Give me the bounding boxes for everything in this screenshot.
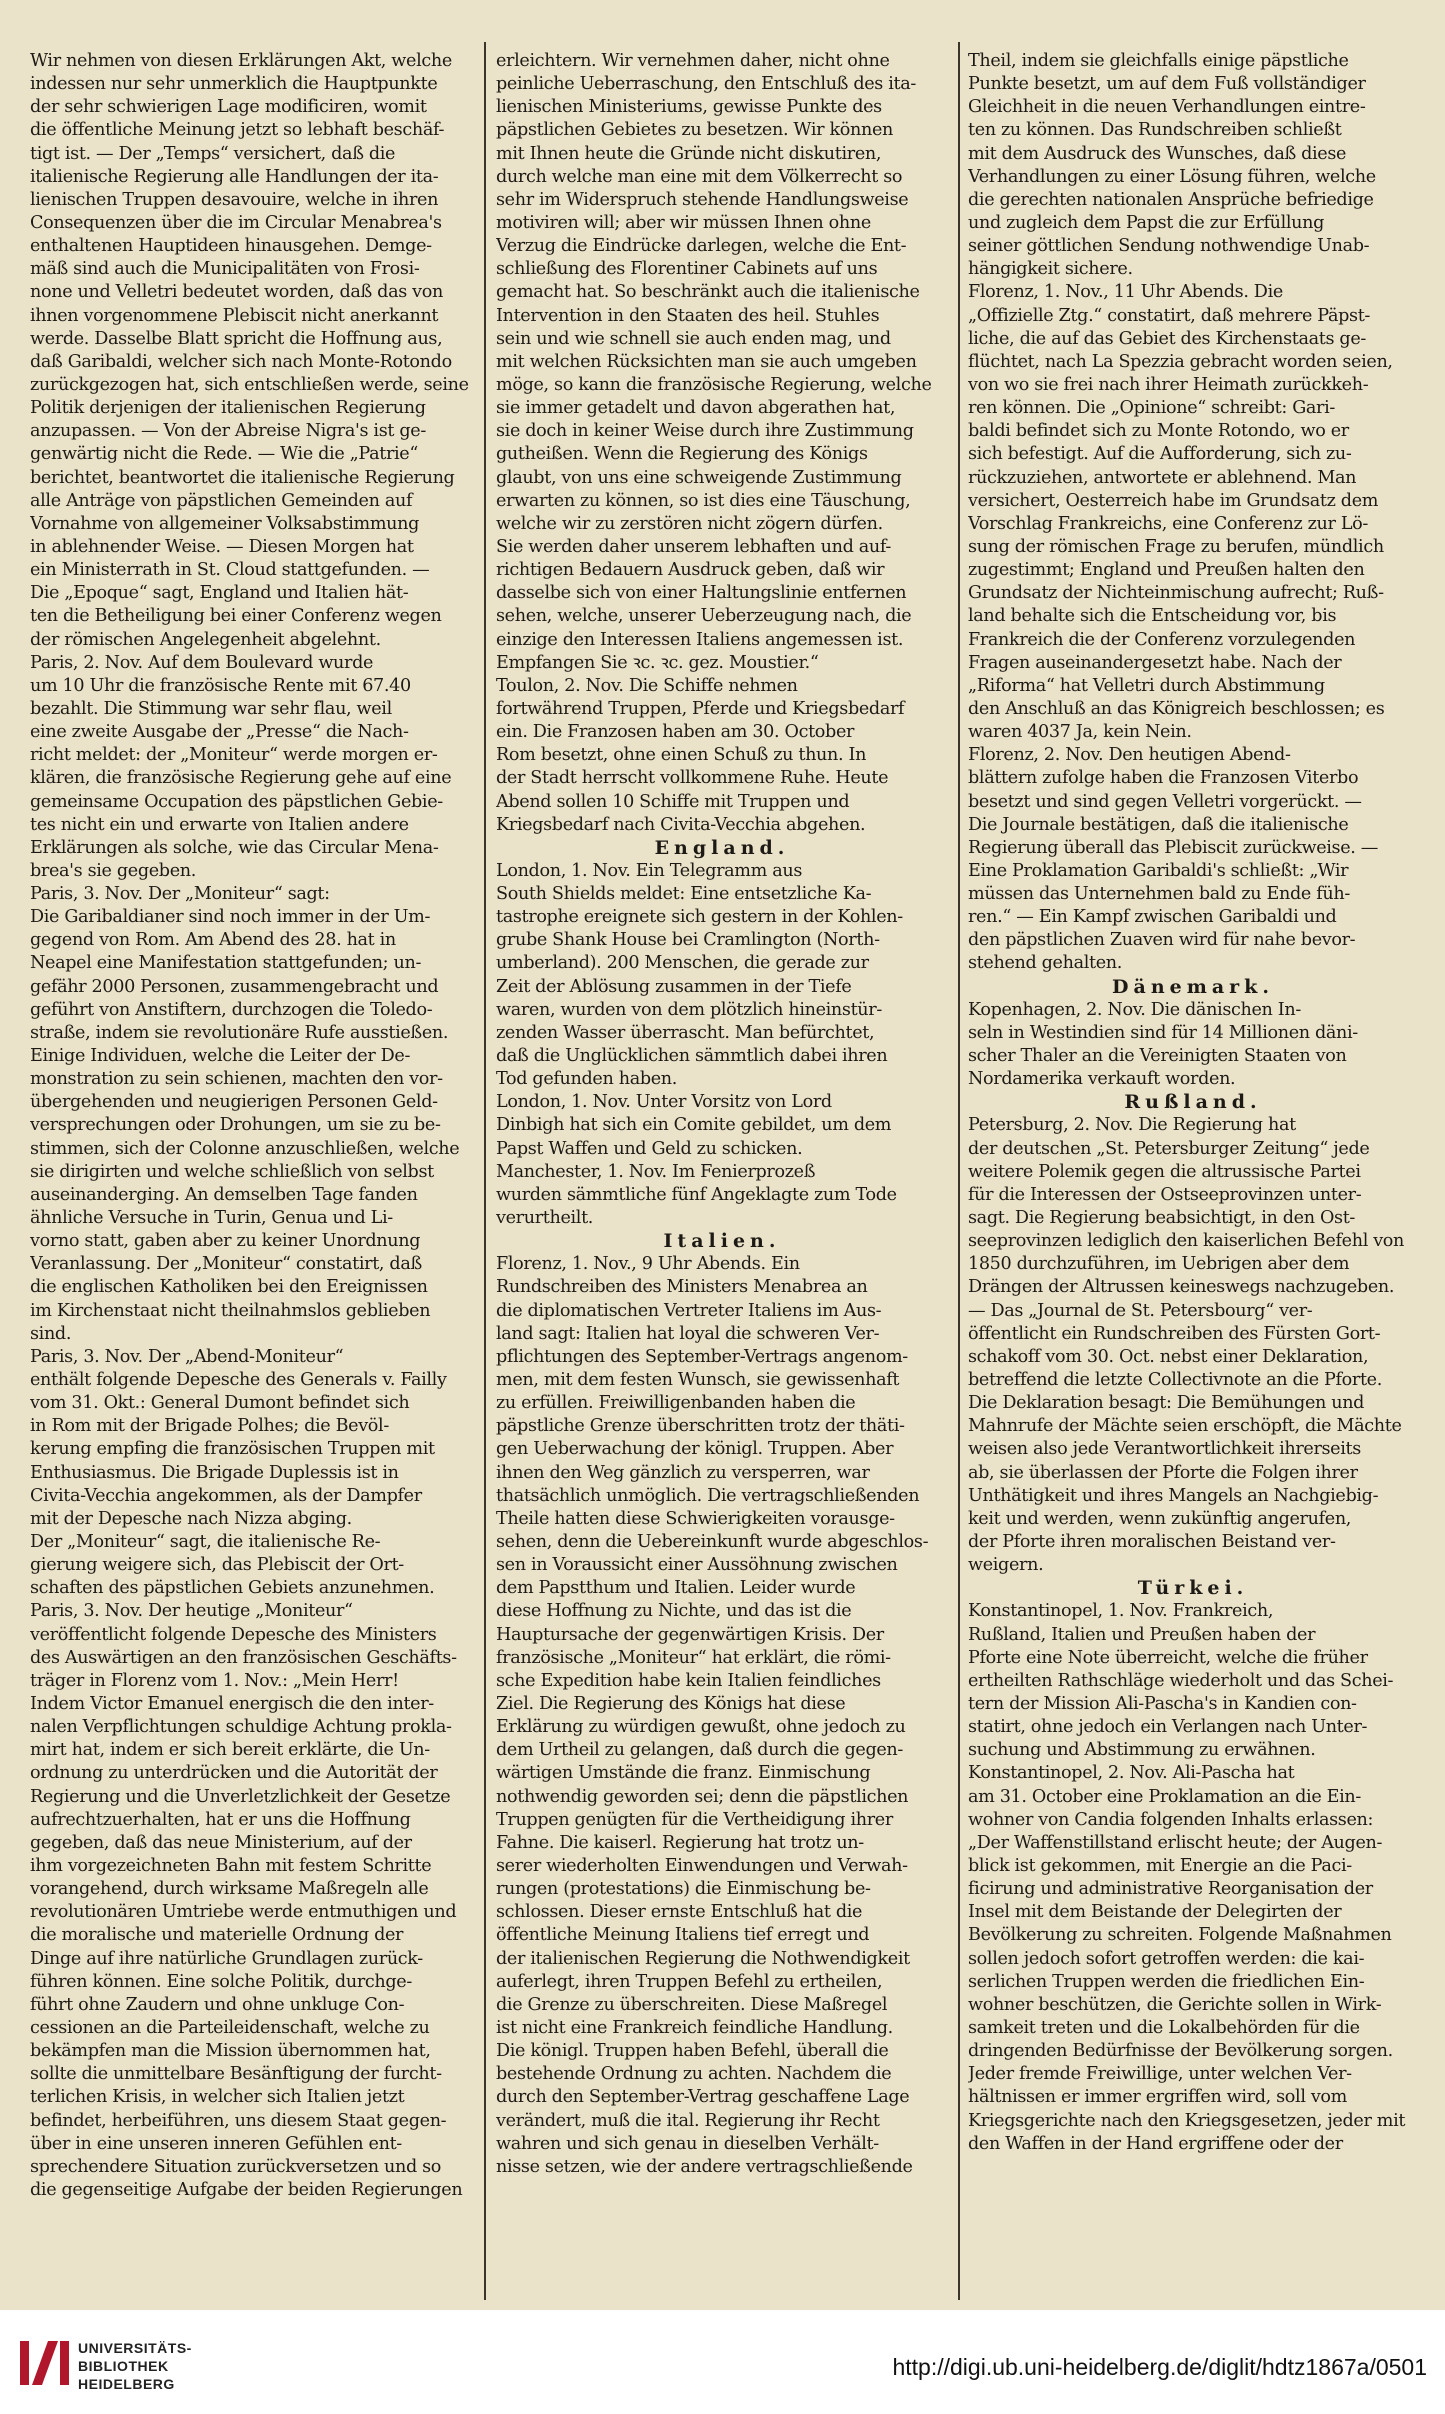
text-line: Petersburg, 2. Nov. Die Regierung hat <box>968 1115 1296 1136</box>
column-middle <box>496 50 948 2295</box>
text-line: Fragen auseinandergesetzt habe. Nach der <box>968 652 1342 673</box>
text-line: müssen das Unternehmen bald zu Ende füh- <box>968 884 1350 905</box>
text-line: sche Expedition habe kein Italien feindliches <box>496 1670 881 1691</box>
text-line: Paris, 3. Nov. Der „Moniteur“ sagt: <box>30 884 330 905</box>
text-line: ertheilten Rathschläge wiederholt und das Schei- <box>968 1670 1394 1691</box>
text-line: Theil, indem sie gleichfalls einige päpstliche <box>968 51 1349 71</box>
text-line: der römischen Angelegenheit abgelehnt. <box>30 629 381 650</box>
text-line: waren 4037 Ja, kein Nein. <box>968 722 1192 743</box>
text-line: Regierung und die Unverletzlichkeit der Gesetze <box>30 1786 451 1807</box>
text-line: flüchtet, nach La Spezzia gebracht worden seien, <box>968 351 1393 372</box>
column-right <box>968 50 1418 2295</box>
text-line: suchung und Abstimmung zu erwähnen. <box>968 1740 1316 1761</box>
text-line: Consequenzen über die im Circular Menabrea's <box>30 212 442 233</box>
text-line: Unthätigkeit und ihres Mangels an Nachgiebig- <box>968 1485 1379 1506</box>
text-line: alle Anträge von päpstlichen Gemeinden auf <box>30 490 413 511</box>
text-line: Florenz, 2. Nov. Den heutigen Abend- <box>968 745 1291 766</box>
text-line: Rundschreiben des Ministers Menabrea an <box>496 1277 868 1298</box>
text-line: sagt. Die Regierung beabsichtigt, in den Ost- <box>968 1208 1356 1229</box>
text-line: Die Garibaldianer sind noch immer in der Um- <box>30 907 431 928</box>
text-line: Die königl. Truppen haben Befehl, überall die <box>496 2041 889 2062</box>
text-line: versprechungen oder Drohungen, um sie zu be- <box>30 1115 441 1136</box>
text-line: peinliche Ueberraschung, den Entschluß des ita- <box>496 74 916 95</box>
text-line: öffentliche Meinung Italiens tief erregt und <box>496 1925 870 1946</box>
section-heading: Rußland. <box>1124 1091 1262 1114</box>
text-line: lienischen Ministeriums, gewisse Punkte des <box>496 97 882 118</box>
text-line: Intervention in den Staaten des heil. Stuhles <box>496 305 880 326</box>
text-line: Die Deklaration besagt: Die Bemühungen und <box>968 1393 1365 1414</box>
text-line: Civita-Vecchia angekommen, als der Dampfer <box>30 1485 422 1506</box>
text-line: den päpstlichen Zuaven wird für nahe bevor- <box>968 930 1356 951</box>
text-line: Erklärungen als solche, wie das Circular Mena- <box>30 837 439 858</box>
column-rule <box>484 42 486 2300</box>
section-heading: Dänemark. <box>1112 975 1274 998</box>
text-line: straße, indem sie revolutionäre Rufe ausstießen. <box>30 1022 449 1043</box>
text-line: Punkte besetzt, um auf dem Fuß vollständiger <box>968 74 1366 95</box>
text-line: Indem Victor Emanuel energisch die den inter- <box>30 1693 434 1714</box>
text-line: rückzuziehen, antwortete er ablehnend. Man <box>968 467 1357 488</box>
text-line: Mahnrufe der Mächte seien erschöpft, die Mächte <box>968 1416 1402 1437</box>
text-line: nisse setzen, wie der andere vertragschließende <box>496 2156 913 2177</box>
text-line: gegend von Rom. Am Abend des 28. hat in <box>30 930 396 951</box>
text-line: bestehende Ordnung zu achten. Nachdem die <box>496 2064 892 2085</box>
text-line: verändert, muß die ital. Regierung ihr Recht <box>496 2110 880 2131</box>
text-line: pflichtungen des September-Vertrags angenom- <box>496 1346 908 1367</box>
text-line: Der „Moniteur“ sagt, die italienische Re- <box>30 1532 381 1552</box>
text-line: die diplomatischen Vertreter Italiens im Aus- <box>496 1300 882 1321</box>
text-line: Die „Epoque“ sagt, England und Italien hät- <box>30 583 409 604</box>
text-line: „Der Waffenstillstand erlischt heute; der Augen- <box>968 1832 1383 1853</box>
text-line: Enthusiasmus. Die Brigade Duplessis ist in <box>30 1462 399 1483</box>
text-line: die englischen Katholiken bei den Ereignissen <box>30 1277 428 1298</box>
text-line: revolutionären Umtriebe werde entmuthigen und <box>30 1902 457 1923</box>
text-line: dringenden Bedürfnisse der Bevölkerung sorgen. <box>968 2041 1393 2062</box>
text-line: serer wiederholten Einwendungen und Verwah- <box>496 1855 908 1876</box>
text-line: in ablehnender Weise. — Diesen Morgen hat <box>30 536 414 557</box>
text-line: baldi befindet sich zu Monte Rotondo, wo er <box>968 421 1349 442</box>
text-line: tigt ist. — Der „Temps“ versichert, daß die <box>30 143 396 164</box>
text-line: erwarten zu können, so ist dies eine Täuschung, <box>496 490 911 511</box>
text-line: möge, so kann die französische Regierung, welche <box>496 374 932 395</box>
text-line: Bevölkerung zu schreiten. Folgende Maßnahmen <box>968 1925 1392 1946</box>
text-line: Kriegsbedarf nach Civita-Vecchia abgehen. <box>496 814 866 835</box>
text-line: um 10 Uhr die französische Rente mit 67.40 <box>30 675 411 696</box>
text-line: ab, sie überlassen der Pforte die Folgen ihrer <box>968 1462 1358 1483</box>
text-line: sehr im Widerspruch stehende Handlungsweise <box>496 189 909 210</box>
text-line: Tod gefunden haben. <box>496 1069 678 1090</box>
text-line: Empfangen Sie ꝛc. ꝛc. gez. Moustier.“ <box>496 652 819 673</box>
text-line: Eine Proklamation Garibaldi's schließt: „Wir <box>968 860 1349 881</box>
text-line: sen in Voraussicht einer Aussöhnung zwischen <box>496 1555 898 1576</box>
text-line: Konstantinopel, 1. Nov. Frankreich, <box>968 1601 1274 1622</box>
text-line: Florenz, 1. Nov., 9 Uhr Abends. Ein <box>496 1254 800 1275</box>
text-line: motiviren will; aber wir müssen Ihnen ohne <box>496 212 871 233</box>
text-line: über in eine unseren inneren Gefühlen ent- <box>30 2133 402 2154</box>
text-line: daß die Unglücklichen sämmtlich dabei ihren <box>496 1046 888 1067</box>
text-line: der deutschen „St. Petersburger Zeitung“ jede <box>968 1138 1370 1159</box>
text-line: ordnung zu unterdrücken und die Autorität der <box>30 1763 438 1784</box>
text-line: Konstantinopel, 2. Nov. Ali-Pascha hat <box>968 1763 1295 1784</box>
text-line: sehen, welche, unserer Ueberzeugung nach, die <box>496 606 912 627</box>
text-line: Papst Waffen und Geld zu schicken. <box>496 1138 803 1159</box>
text-line: ein Ministerrath in St. Cloud stattgefunden. — <box>30 560 430 581</box>
text-line: tes nicht ein und erwarte von Italien andere <box>30 814 409 835</box>
text-line: weitere Polemik gegen die altrussische Partei <box>968 1161 1361 1182</box>
text-line: „Riforma“ hat Velletri durch Abstimmung <box>968 675 1325 696</box>
text-line: die öffentliche Meinung jetzt so lebhaft beschäf- <box>30 120 445 141</box>
text-line: der sehr schwierigen Lage modificiren, womit <box>30 97 427 118</box>
text-line: richt meldet: der „Moniteur“ werde morgen er- <box>30 745 438 766</box>
text-line: terlichen Krisis, in welcher sich Italien jetzt <box>30 2087 405 2108</box>
text-line: Truppen genügten für die Vertheidigung ihrer <box>496 1809 893 1830</box>
text-line: der Stadt herrscht vollkommene Ruhe. Heute <box>496 768 889 789</box>
text-line: Hauptursache der gegenwärtigen Krisis. Der <box>496 1624 884 1645</box>
text-line: die gerechten nationalen Ansprüche befriedige <box>968 189 1374 210</box>
text-line: gemacht hat. So beschränkt auch die italienische <box>496 282 920 303</box>
text-line: „Offizielle Ztg.“ constatirt, daß mehrere Päpst- <box>968 305 1371 326</box>
text-line: vorangehend, durch wirksame Maßregeln alle <box>30 1879 429 1900</box>
text-line: welche wir zu zerstören nicht zögern dürfen. <box>496 513 883 534</box>
text-line: mit dem Ausdruck des Wunsches, daß diese <box>968 143 1347 164</box>
text-line: gutheißen. Wenn die Regierung des Königs <box>496 444 868 465</box>
text-line: wahren und sich genau in dieselben Verhält- <box>496 2133 879 2154</box>
text-line: gen Ueberwachung der königl. Truppen. Aber <box>496 1439 894 1460</box>
text-line: cessionen an die Parteileidenschaft, welche zu <box>30 2017 430 2038</box>
text-line: daß Garibaldi, welcher sich nach Monte-Rotondo <box>30 351 452 372</box>
text-line: dem Urtheil zu gelangen, daß durch die gegen- <box>496 1740 903 1761</box>
text-line: sein und wie schnell sie auch enden mag, und <box>496 328 891 349</box>
text-line: der Pforte ihren moralischen Beistand ver- <box>968 1532 1336 1552</box>
text-line: seeprovinzen lediglich den kaiserlichen Befehl von <box>968 1231 1405 1252</box>
text-line: sich befestigt. Auf die Aufforderung, sich zu- <box>968 444 1352 465</box>
text-line: Veranlassung. Der „Moniteur“ constatirt, daß <box>30 1254 422 1275</box>
text-line: Wir nehmen von diesen Erklärungen Akt, welche <box>30 51 452 71</box>
text-line: werde. Dasselbe Blatt spricht die Hoffnung aus, <box>30 328 443 349</box>
text-line: ten zu können. Das Rundschreiben schließt <box>968 120 1342 141</box>
text-line: ren.“ — Ein Kampf zwischen Garibaldi und <box>968 907 1337 928</box>
source-url-link[interactable]: http://digi.ub.uni-heidelberg.de/diglit/hdtz1867a/0501 <box>892 2354 1427 2380</box>
text-line: betreffend die letzte Collectivnote an die Pforte. <box>968 1370 1382 1391</box>
text-line: Manchester, 1. Nov. Im Fenierprozeß <box>496 1161 816 1182</box>
text-line: mit der Depesche nach Nizza abging. <box>30 1508 352 1529</box>
text-line: Vornahme von allgemeiner Volksabstimmung <box>30 513 420 534</box>
text-line: zu erfüllen. Freiwilligenbanden haben die <box>496 1393 856 1414</box>
text-line: vom 31. Okt.: General Dumont befindet sich <box>30 1393 410 1414</box>
text-line: stehend gehalten. <box>968 953 1123 974</box>
text-line: grube Shank House bei Cramlington (North- <box>496 930 880 951</box>
text-line: im Kirchenstaat nicht theilnahmslos geblieben <box>30 1300 431 1321</box>
text-line: enthält folgende Depesche des Generals v. Failly <box>30 1370 447 1391</box>
text-line: London, 1. Nov. Ein Telegramm aus <box>496 860 803 881</box>
text-line: gefähr 2000 Personen, zusammengebracht und <box>30 976 439 997</box>
text-line: land sagt: Italien hat loyal die schweren Ver- <box>496 1323 880 1344</box>
text-line: eine zweite Ausgabe der „Presse“ die Nach- <box>30 722 409 743</box>
text-line: Einige Individuen, welche die Leiter der De- <box>30 1046 411 1067</box>
text-line: brea's sie gegeben. <box>30 860 196 881</box>
text-line: South Shields meldet: Eine entsetzliche Ka- <box>496 884 872 905</box>
text-line: zurückgezogen hat, sich entschließen werde, seine <box>30 374 469 395</box>
text-line: ihnen vorgenommene Plebiscit nicht anerkannt <box>30 305 439 326</box>
logo-text-line-3: HEIDELBERG <box>78 2376 175 2392</box>
text-line: tastrophe ereignete sich gestern in der Kohlen- <box>496 907 903 928</box>
text-line: des Auswärtigen an den französischen Geschäfts- <box>30 1647 457 1668</box>
text-line: sie immer getadelt und davon abgerathen hat, <box>496 398 896 419</box>
text-line: samkeit treten und die Lokalbehörden für die <box>968 2017 1360 2038</box>
text-line: schließung des Florentiner Cabinets auf uns <box>496 259 878 280</box>
text-line: päpstliche Grenze überschritten trotz der thäti- <box>496 1416 905 1437</box>
text-line: blick ist gekommen, mit Energie an die Paci- <box>968 1855 1352 1876</box>
text-line: Pforte eine Note überreicht, welche die früher <box>968 1647 1368 1668</box>
text-line: Politik derjenigen der italienischen Regierung <box>30 398 426 419</box>
text-line: Rußland, Italien und Preußen haben der <box>968 1624 1316 1645</box>
text-line: sung der römischen Frage zu berufen, mündlich <box>968 536 1384 557</box>
text-line: scher Thaler an die Vereinigten Staaten von <box>968 1046 1347 1067</box>
text-line: Dinbigh hat sich ein Comite gebildet, um dem <box>496 1115 892 1136</box>
text-line: befindet, herbeiführen, uns diesem Staat gegen- <box>30 2110 447 2131</box>
text-line: verurtheilt. <box>496 1208 594 1229</box>
text-line: Toulon, 2. Nov. Die Schiffe nehmen <box>496 675 798 696</box>
text-line: Jeder fremde Freiwillige, unter welchen Ver- <box>968 2064 1352 2085</box>
text-line: führen können. Eine solche Politik, durchge- <box>30 1971 412 1992</box>
text-line: anzupassen. — Von der Abreise Nigra's ist ge- <box>30 421 426 442</box>
text-line: schakoff vom 30. Oct. nebst einer Deklaration, <box>968 1346 1369 1367</box>
text-line: die gegenseitige Aufgabe der beiden Regierungen <box>30 2179 463 2200</box>
text-line: Florenz, 1. Nov., 11 Uhr Abends. Die <box>968 282 1283 303</box>
text-line: Erklärung zu würdigen gewußt, ohne jedoch zu <box>496 1717 906 1738</box>
text-line: Regierung überall das Plebiscit zurückweise. — <box>968 837 1379 858</box>
text-line: Frankreich die der Conferenz vorzulegenden <box>968 629 1356 650</box>
text-line: Paris, 3. Nov. Der „Abend-Moniteur“ <box>30 1346 344 1367</box>
text-line: erleichtern. Wir vernehmen daher, nicht ohne <box>496 51 890 71</box>
text-line: Grundsatz der Nichteinmischung aufrecht; Ruß- <box>968 583 1384 604</box>
text-line: dem Papstthum und Italien. Leider wurde <box>496 1578 856 1599</box>
text-line: Verhandlungen zu einer Lösung führen, welche <box>968 166 1376 187</box>
section-heading: Italien. <box>663 1230 781 1253</box>
text-line: zenden Wasser überrascht. Man befürchtet, <box>496 1022 875 1043</box>
text-line: monstration zu sein schienen, machten den vor- <box>30 1069 443 1090</box>
text-line: den Anschluß an das Königreich beschlossen; es <box>968 698 1385 719</box>
text-line: schaften des päpstlichen Gebiets anzunehmen. <box>30 1578 435 1599</box>
text-line: nothwendig geworden sei; denn die päpstlichen <box>496 1786 909 1807</box>
text-line: Nordamerika verkauft worden. <box>968 1069 1236 1090</box>
text-line: Gleichheit in die neuen Verhandlungen eintre- <box>968 97 1366 118</box>
text-line: versichert, Oesterreich habe im Grundsatz dem <box>968 490 1379 511</box>
text-line: Fahne. Die kaiserl. Regierung hat trotz un- <box>496 1832 864 1853</box>
text-line: serlichen Truppen werden die friedlichen Ein- <box>968 1971 1365 1992</box>
text-line: hältnissen er immer ergriffen wird, soll vom <box>968 2087 1347 2108</box>
text-line: aufrechtzuerhalten, hat er uns die Hoffnung <box>30 1809 411 1830</box>
text-line: zugestimmt; England und Preußen halten den <box>968 560 1365 581</box>
text-line: Dinge auf ihre natürliche Grundlagen zurück- <box>30 1948 423 1969</box>
text-line: gegeben, daß das neue Ministerium, auf der <box>30 1832 412 1853</box>
text-line: sind. <box>30 1323 72 1344</box>
text-line: geführt von Anstiftern, durchzogen die Toledo- <box>30 999 433 1020</box>
text-line: übergehenden und neugierigen Personen Geld- <box>30 1092 438 1113</box>
text-line: führt ohne Zaudern und ohne unkluge Con- <box>30 1994 405 2015</box>
text-line: indessen nur sehr unmerklich die Hauptpunkte <box>30 74 438 95</box>
text-line: in Rom mit der Brigade Polhes; die Bevöl- <box>30 1416 389 1437</box>
text-line: den Waffen in der Hand ergriffene oder der <box>968 2133 1343 2154</box>
text-line: richtigen Bedauern Ausdruck geben, daß wir <box>496 560 885 581</box>
text-line: Verzug die Eindrücke darlegen, welche die Ent- <box>496 236 907 257</box>
text-line: ihm vorgezeichneten Bahn mit festem Schritte <box>30 1855 432 1876</box>
text-line: sollte die unmittelbare Besänftigung der furcht- <box>30 2064 442 2085</box>
logo-text-line-1: UNIVERSITÄTS- <box>78 2340 192 2356</box>
text-line: auseinanderging. An demselben Tage fanden <box>30 1184 418 1205</box>
text-line: sprechendere Situation zurückversetzen und so <box>30 2156 442 2177</box>
text-line: men, mit dem festen Wunsch, sie gewissenhaft <box>496 1370 900 1391</box>
text-line: wurden sämmtliche fünf Angeklagte zum Tode <box>496 1184 897 1205</box>
text-line: kerung empfing die französischen Truppen mit <box>30 1439 435 1460</box>
text-line: von wo sie frei nach ihrer Heimath zurückkeh- <box>968 374 1369 395</box>
text-line: Ziel. Die Regierung des Königs hat diese <box>496 1693 846 1714</box>
text-line: Theile hatten diese Schwierigkeiten vorausge- <box>496 1508 895 1529</box>
text-line: diese Hoffnung zu Nichte, und das ist die <box>496 1601 852 1622</box>
text-line: Sie werden daher unserem lebhaften und auf- <box>496 536 892 557</box>
logo-text-line-2: BIBLIOTHEK <box>78 2358 169 2374</box>
column-rule <box>958 42 960 2300</box>
text-line: durch welche man eine mit dem Völkerrecht so <box>496 166 903 187</box>
text-line: glaubt, von uns eine schweigende Zustimmung <box>496 467 902 488</box>
text-line: land behalte sich die Entscheidung vor, bis <box>968 606 1337 627</box>
text-line: einzige den Interessen Italiens angemessen ist. <box>496 629 904 650</box>
text-line: sehen, denn die Uebereinkunft wurde abgeschlos- <box>496 1532 929 1552</box>
text-line: Vorschlag Frankreichs, eine Conferenz zur Lö- <box>968 513 1368 534</box>
text-line: weisen also jede Verantwortlichkeit ihrerseits <box>968 1439 1361 1460</box>
text-line: Paris, 2. Nov. Auf dem Boulevard wurde <box>30 652 374 673</box>
text-line: rungen (protestations) die Einmischung be- <box>496 1879 871 1900</box>
text-line: und zugleich dem Papst die zur Erfüllung <box>968 212 1325 233</box>
text-line: öffentlicht ein Rundschreiben des Fürsten Gort- <box>968 1323 1381 1344</box>
text-line: hängigkeit sichere. <box>968 259 1133 280</box>
library-emblem-icon <box>20 2341 69 2385</box>
text-line: träger in Florenz vom 1. Nov.: „Mein Herr! <box>30 1670 399 1691</box>
text-line: ren können. Die „Opinione“ schreibt: Gari- <box>968 398 1335 419</box>
column-left <box>30 50 474 2295</box>
text-line: Kopenhagen, 2. Nov. Die dänischen In- <box>968 999 1301 1020</box>
text-line: besetzt und sind gegen Velletri vorgerückt. — <box>968 791 1362 812</box>
text-line: sie dirigirten und welche schließlich von selbst <box>30 1161 434 1182</box>
text-line: vorno statt, gaben aber zu keiner Unordnung <box>30 1231 421 1252</box>
text-line: Zeit der Ablösung zusammen in der Tiefe <box>496 976 852 997</box>
text-line: Rom besetzt, ohne einen Schuß zu thun. In <box>496 745 867 766</box>
text-line: mäß sind auch die Municipalitäten von Frosi- <box>30 259 420 280</box>
text-line: Insel mit dem Beistande der Delegirten der <box>968 1902 1342 1923</box>
text-line: Abend sollen 10 Schiffe mit Truppen und <box>496 791 850 812</box>
text-line: berichtet, beantwortet die italienische Regierung <box>30 467 455 488</box>
text-line: enthaltenen Hauptideen hinausgehen. Demge- <box>30 236 432 257</box>
text-line: seiner göttlichen Sendung nothwendige Unab- <box>968 236 1370 257</box>
text-line: stimmen, sich der Colonne anzuschließen, welche <box>30 1138 460 1159</box>
text-line: dasselbe sich von einer Haltungslinie entfernen <box>496 583 907 604</box>
text-line: ähnliche Versuche in Turin, Genua und Li- <box>30 1208 393 1229</box>
text-line: sie doch in keiner Weise durch ihre Zustimmung <box>496 421 914 442</box>
text-line: durch den September-Vertrag geschaffene Lage <box>496 2087 910 2108</box>
text-line: London, 1. Nov. Unter Vorsitz von Lord <box>496 1092 832 1113</box>
text-line: thatsächlich unmöglich. Die vertragschließenden <box>496 1485 920 1506</box>
text-line: bezahlt. Die Stimmung war sehr flau, weil <box>30 698 392 719</box>
text-line: klären, die französische Regierung gehe auf eine <box>30 768 452 789</box>
text-line: wärtigen Umstände die franz. Einmischung <box>496 1763 871 1784</box>
text-line: nalen Verpflichtungen schuldige Achtung prokla- <box>30 1717 452 1738</box>
text-line: weigern. <box>968 1555 1044 1576</box>
text-line: die Grenze zu überschreiten. Diese Maßregel <box>496 1994 888 2015</box>
text-line: mit Ihnen heute die Gründe nicht diskutiren, <box>496 143 882 164</box>
text-line: wohner von Candia folgenden Inhalts erlassen: <box>968 1809 1374 1830</box>
text-line: veröffentlicht folgende Depesche des Ministers <box>30 1624 437 1645</box>
text-line: keit und werden, wenn zukünftig angerufen, <box>968 1508 1352 1529</box>
text-line: lienischen Truppen desavouire, welche in ihren <box>30 189 439 210</box>
text-line: liche, die auf das Gebiet des Kirchenstaats ge- <box>968 328 1367 349</box>
text-line: mirt hat, indem er sich bereit erklärte, die Un- <box>30 1740 430 1761</box>
text-line: für die Interessen der Ostseeprovinzen unter- <box>968 1184 1362 1205</box>
text-line: Drängen der Altrussen keineswegs nachzugeben. <box>968 1277 1395 1298</box>
text-line: französische „Moniteur“ hat erklärt, die römi- <box>496 1647 891 1668</box>
section-heading: England. <box>654 836 790 859</box>
text-line: Die Journale bestätigen, daß die italienische <box>968 814 1349 835</box>
text-line: auferlegt, ihren Truppen Befehl zu ertheilen, <box>496 1971 883 1992</box>
text-line: die moralische und materielle Ordnung der <box>30 1925 404 1946</box>
text-line: ist nicht eine Frankreich feindliche Handlung. <box>496 2017 893 2038</box>
text-line: fortwährend Truppen, Pferde und Kriegsbedarf <box>496 698 905 719</box>
section-heading: Türkei. <box>1137 1577 1249 1600</box>
text-line: none und Velletri bedeutet worden, daß das von <box>30 282 443 303</box>
text-line: schlossen. Dieser ernste Entschluß hat die <box>496 1902 863 1923</box>
text-line: mit welchen Rücksichten man sie auch umgeben <box>496 351 917 372</box>
text-line: päpstlichen Gebietes zu besetzen. Wir können <box>496 120 893 141</box>
text-line: statirt, ohne jedoch ein Verlangen nach Unter- <box>968 1717 1368 1738</box>
text-line: tern der Mission Ali-Pascha's in Kandien con- <box>968 1693 1357 1714</box>
text-line: am 31. October eine Proklamation an die Ein- <box>968 1786 1361 1807</box>
text-line: ten die Betheiligung bei einer Conferenz wegen <box>30 606 442 627</box>
text-line: umberland). 200 Menschen, die gerade zur <box>496 953 869 974</box>
text-line: gemeinsame Occupation des päpstlichen Gebie- <box>30 791 443 812</box>
text-line: Neapel eine Manifestation stattgefunden; un- <box>30 953 422 974</box>
text-line: ficirung und administrative Reorganisation der <box>968 1879 1373 1900</box>
text-line: gierung weigere sich, das Plebiscit der Ort- <box>30 1555 404 1576</box>
text-line: ihnen den Weg gänzlich zu versperren, war <box>496 1462 870 1483</box>
text-line: wohner beschützen, die Gerichte sollen in Wirk- <box>968 1994 1382 2015</box>
text-line: sollen jedoch sofort getroffen werden: die kai- <box>968 1948 1365 1969</box>
text-line: 1850 durchzuführen, im Uebrigen aber dem <box>968 1254 1350 1275</box>
text-line: italienische Regierung alle Handlungen der ita- <box>30 166 439 187</box>
text-line: der italienischen Regierung die Nothwendigkeit <box>496 1948 910 1969</box>
text-line: waren, wurden von dem plötzlich hineinstür- <box>496 999 882 1020</box>
text-line: Kriegsgerichte nach den Kriegsgesetzen, jeder mit <box>968 2110 1406 2131</box>
text-line: ein. Die Franzosen haben am 30. October <box>496 722 855 743</box>
text-line: blättern zufolge haben die Franzosen Viterbo <box>968 768 1359 789</box>
text-line: seln in Westindien sind für 14 Millionen däni- <box>968 1022 1358 1043</box>
text-line: genwärtig nicht die Rede. — Wie die „Patrie“ <box>30 444 418 465</box>
text-line: Paris, 3. Nov. Der heutige „Moniteur“ <box>30 1601 353 1622</box>
text-line: bekämpfen man die Mission übernommen hat, <box>30 2041 431 2062</box>
text-line: — Das „Journal de St. Petersbourg“ ver- <box>968 1300 1313 1321</box>
